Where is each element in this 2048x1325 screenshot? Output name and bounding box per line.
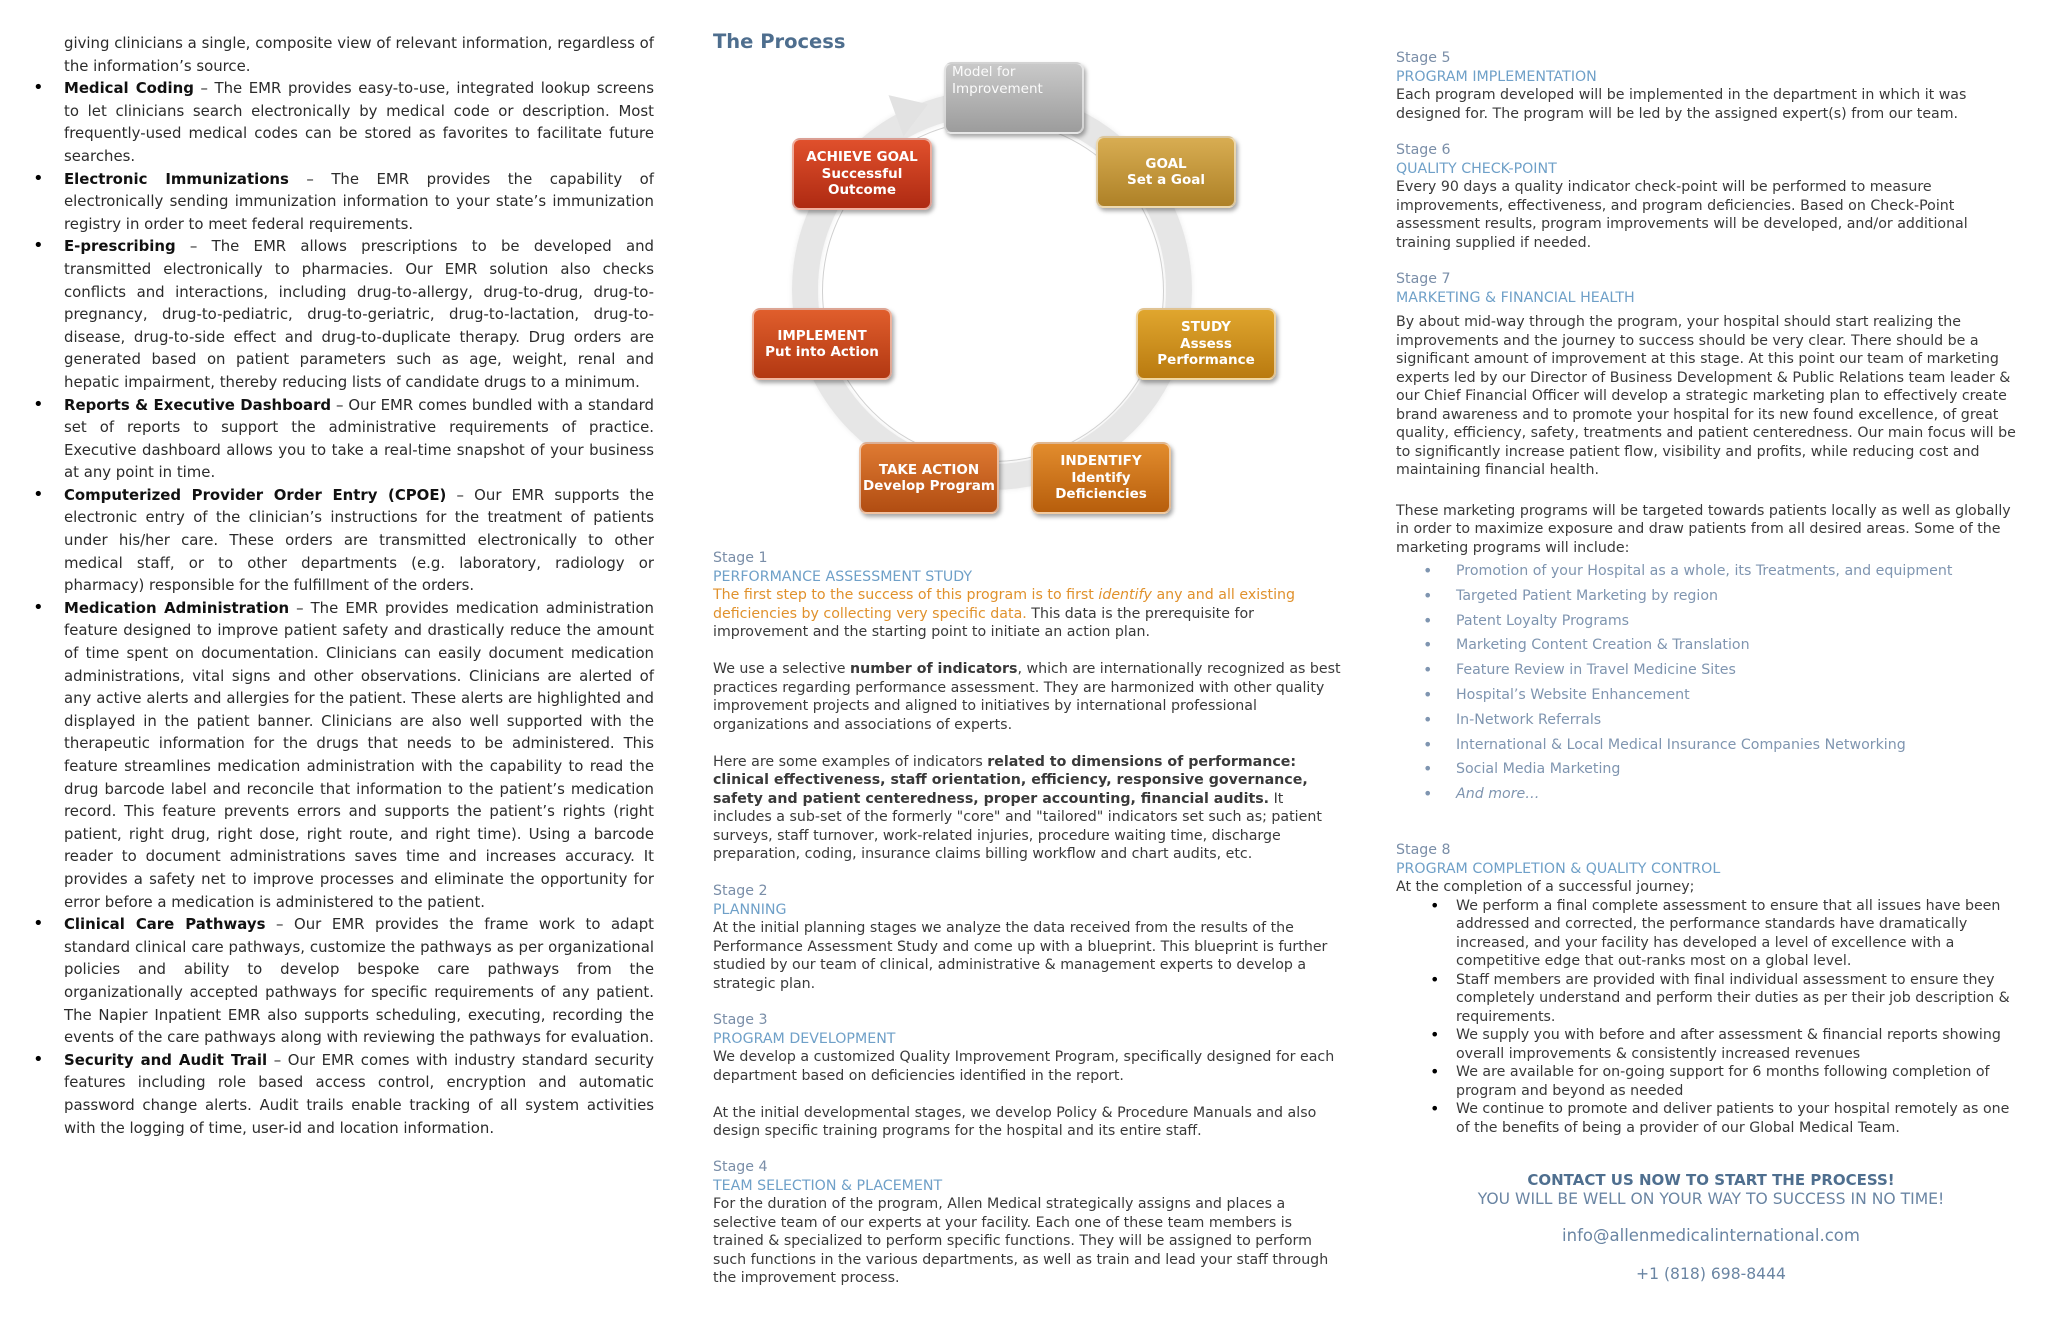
marketing-program-list: [1396, 559, 2026, 807]
stage-title: PROGRAM DEVELOPMENT: [713, 1030, 896, 1047]
feature-item: [64, 484, 654, 597]
node-line: Assess: [1180, 335, 1232, 352]
stage-2: [713, 882, 1343, 993]
node-line: Model for: [952, 64, 1016, 80]
feature-title: Medical Coding: [64, 79, 194, 98]
stage-text: These marketing programs will be targeted towards patients locally as well as globally in order to maximize exposure and draw patients from all desired areas. Some of the marketing programs will include:: [1396, 502, 2011, 556]
node-line: Develop Program: [863, 478, 995, 494]
stage-label: Stage 7: [1396, 271, 1451, 287]
emr-feature-list: [64, 77, 654, 1139]
list-item: • We are available for on-going support for 6 months following completion of program and beyond as needed: [1396, 1063, 2026, 1100]
completion-list: [1396, 897, 2026, 1138]
process-heading: The Process: [713, 30, 846, 53]
list-item: • We perform a final complete assessment to ensure that all issues have been addressed and corrected, the performance standards have dramatically increased, and your facility has developed a level of excellence with a competitive edge that out-ranks most on a global level.: [1396, 897, 2026, 971]
stage-text: We develop a customized Quality Improvement Program, specifically designed for each department based on deficiencies identified in the report.: [713, 1049, 1335, 1084]
feature-item: [64, 168, 654, 236]
stage-text: [713, 660, 1343, 734]
stage-text: [713, 753, 1343, 864]
node-line: Outcome: [827, 182, 897, 199]
stage-title: PLANNING: [713, 901, 787, 918]
stage-label: Stage 1: [713, 550, 768, 566]
stage-8: [1396, 841, 2026, 1137]
node-achieve-goal: [792, 138, 932, 210]
stage-label: Stage 5: [1396, 50, 1451, 66]
stage-title: TEAM SELECTION & PLACEMENT: [713, 1177, 943, 1194]
node-line: ACHIEVE GOAL: [806, 149, 918, 166]
stage-text: At the initial developmental stages, we develop Policy & Procedure Manuals and also design specific training programs for the hospital and its entire staff.: [713, 1104, 1317, 1139]
stage-text-rest: This data is the prerequisite for improvement and the starting point to initiate an action plan.: [713, 605, 1254, 640]
list-item: • Promotion of your Hospital as a whole, its Treatments, and equipment: [1396, 559, 2026, 584]
list-item: • Marketing Content Creation & Translation: [1396, 633, 2026, 658]
node-line: Improvement: [952, 80, 1043, 97]
list-item: • Hospital’s Website Enhancement: [1396, 683, 2026, 708]
highlight-emphasis: identify: [1098, 587, 1152, 603]
stage-text: At the completion of a successful journey;: [1396, 879, 1695, 895]
stage-text: For the duration of the program, Allen Medical strategically assigns and places a selective team of our experts at your facility. Each one of these team members is trained & specialized to perform specific functions. They will be assigned to perform such functions in the various departments, as well as train and lead your staff through the improvement process.: [713, 1196, 1329, 1286]
stage-label: Stage 2: [713, 883, 768, 899]
stage-label: Stage 6: [1396, 142, 1451, 158]
stage-5: [1396, 49, 2026, 123]
feature-item: [64, 235, 654, 393]
stage-title: PERFORMANCE ASSESSMENT STUDY: [713, 568, 973, 585]
stage-label: Stage 4: [713, 1159, 768, 1175]
feature-text: – Our EMR comes with industry standard security features including role based access control, encryption and automatic password change alerts. Audit trails enable tracking of all system activities with the logging of time, user-id and location information.: [64, 1050, 654, 1137]
node-line: STUDY: [1181, 319, 1231, 336]
stage-7: [1396, 270, 2026, 807]
contact-phone[interactable]: +1 (818) 698-8444: [1636, 1265, 1786, 1283]
feature-title: Medication Administration: [64, 598, 290, 617]
feature-title: Security and Audit Trail: [64, 1050, 268, 1069]
contact-tagline: YOU WILL BE WELL ON YOUR WAY TO SUCCESS IN NO TIME!: [1477, 1190, 1945, 1208]
list-item: • Social Media Marketing: [1396, 757, 2026, 782]
list-item: • Staff members are provided with final individual assessment to ensure they completely understand and perform their duties as per their job description & requirements.: [1396, 971, 2026, 1027]
process-cycle-diagram: [745, 58, 1285, 518]
text-part: We use a selective: [713, 661, 850, 677]
feature-title: Clinical Care Pathways: [64, 915, 266, 934]
feature-text: – Our EMR provides the frame work to adapt standard clinical care pathways, customize the pathways as per organizational policies and ability to develop bespoke care pathways from the organizationally accepted pathways for specific requirements of any patient. The Napier Inpatient EMR also supports scheduling, executing, recording the events of the care pathways along with reviewing the pathways for evaluation.: [64, 915, 654, 1047]
feature-title: Computerized Provider Order Entry (CPOE): [64, 485, 447, 504]
feature-text: – The EMR provides easy-to-use, integrated lookup screens to let clinicians search electronically by medical code or description. Most frequently-used medical codes can be stored as favorites to facilitate future searches.: [64, 79, 654, 165]
feature-item: [64, 597, 654, 913]
node-take-action: [859, 442, 999, 514]
node-goal: [1096, 136, 1236, 208]
feature-text: – The EMR provides the capability of electronically sending immunization information to your state’s immunization registry in order to meet federal requirements.: [64, 169, 654, 233]
stage-text: At the initial planning stages we analyze the data received from the results of the Performance Assessment Study and come up with a blueprint. This blueprint is further studied by our team of clinical, administrative & management experts to develop a strategic plan.: [713, 920, 1328, 992]
contact-cta: CONTACT US NOW TO START THE PROCESS!: [1527, 1171, 1895, 1189]
node-identify: [1031, 442, 1171, 514]
list-item: • Feature Review in Travel Medicine Sites: [1396, 658, 2026, 683]
stage-3: [713, 1011, 1343, 1141]
intro-text: giving clinicians a single, composite view of relevant information, regardless of the information’s source.: [64, 34, 654, 75]
feature-item: [64, 913, 654, 1049]
text-part: , which are internationally recognized as best practices regarding performance assessment. They are harmonized with other quality improvement projects and aligned to initiatives by international professional organizations and associations of experts.: [713, 661, 1341, 733]
list-item: • We continue to promote and deliver patients to your hospital remotely as one of the benefits of being a provider of our Global Medical Team.: [1396, 1100, 2026, 1137]
feature-text: – Our EMR supports the electronic entry of the clinician’s instructions for the treatment of patients under his/her care. These orders are transmitted electronically to other medical staff, or to other departments (e.g. laboratory, radiology or pharmacy) responsible for the fulfillment of the orders.: [64, 485, 654, 595]
list-item: • Targeted Patient Marketing by region: [1396, 584, 2026, 609]
stage-title: QUALITY CHECK-POINT: [1396, 160, 1557, 177]
feature-text: – Our EMR comes bundled with a standard set of reports to support the administrative requirements of practice. Executive dashboard allows you to take a real-time snapshot of your business at any point in time.: [64, 395, 654, 482]
list-item: • Patent Loyalty Programs: [1396, 609, 2026, 634]
stage-text: Each program developed will be implemented in the department in which it was designed for. The program will be led by the assigned expert(s) from our team.: [1396, 87, 1967, 122]
text-part: It includes a sub-set of the formerly "core" and "tailored" indicators set such as; patient surveys, staff turnover, work-related injuries, procedure waiting time, discharge preparation, coding, insurance claims billing workflow and chart audits, etc.: [713, 790, 1322, 862]
text-bold: related to dimensions of performance: clinical effectiveness, staff orientation, efficiency, responsive governance, safety and patient centeredness, proper accounting, financial audits.: [713, 753, 1308, 807]
list-item: • And more…: [1396, 782, 2026, 807]
stage-title: PROGRAM IMPLEMENTATION: [1396, 68, 1597, 85]
list-item: • International & Local Medical Insurance Companies Networking: [1396, 733, 2026, 758]
node-line: Identify: [1071, 469, 1131, 486]
node-line: TAKE ACTION: [878, 461, 980, 478]
feature-item: [64, 394, 654, 484]
node-line: Deficiencies: [1055, 486, 1147, 503]
list-item: • In-Network Referrals: [1396, 708, 2026, 733]
feature-item: [64, 77, 654, 167]
stage-4: [713, 1158, 1343, 1288]
stage-6: [1396, 141, 2026, 252]
text-bold: number of indicators: [850, 661, 1018, 677]
node-line: Set a Goal: [1127, 172, 1205, 188]
feature-title: Reports & Executive Dashboard: [64, 395, 332, 414]
list-item: • We supply you with before and after assessment & financial reports showing overall improvements & consistently increased revenues: [1396, 1026, 2026, 1063]
node-line: Performance: [1157, 352, 1255, 369]
stage-label: Stage 8: [1396, 842, 1451, 858]
node-line: IMPLEMENT: [777, 327, 867, 344]
node-model-for-improvement: [944, 62, 1084, 134]
highlight-text: any and all existing deficiencies by collecting very specific data.: [713, 587, 1296, 622]
stage-title: PROGRAM COMPLETION & QUALITY CONTROL: [1396, 860, 1721, 877]
stage-text: Every 90 days a quality indicator check-point will be performed to measure improvements, effectiveness, and program deficiencies. Based on Check-Point assessment results, program improvements will be developed, and/or additional training supplied if needed.: [1396, 179, 1968, 251]
contact-email-link[interactable]: info@allenmedicalinternational.com: [1562, 1226, 1860, 1245]
node-implement: [752, 308, 892, 380]
stage-label: Stage 3: [713, 1012, 768, 1028]
feature-item: [64, 1049, 654, 1139]
feature-title: E-prescribing: [64, 237, 176, 256]
text-part: Here are some examples of indicators: [713, 753, 988, 770]
stage-text: By about mid-way through the program, your hospital should start realizing the improvements and the journey to success should be very clear. There should be a significant amount of improvement at this stage. At this point our team of marketing experts led by our Director of Business Development & Public Relations team leader & our Chief Financial Officer will develop a strategic marketing plan to effectively create brand awareness and to promote your hospital for its new found excellence, of great quality, efficiency, safety, treatments and patient centeredness. Our main focus will be to significantly increase patient flow, visibility and profits, while reducing cost and maintaining financial health.: [1396, 314, 2016, 478]
stage-text: [713, 586, 1343, 642]
emr-features-column: [64, 32, 654, 1139]
stage-title: MARKETING & FINANCIAL HEALTH: [1396, 289, 1635, 306]
node-study: [1136, 308, 1276, 380]
contact-block: [1396, 1171, 2026, 1283]
feature-text: – The EMR allows prescriptions to be developed and transmitted electronically to pharmacies. Our EMR solution also checks conflicts and interactions, including drug-to-allergy, drug-to-drug, drug-to-pregnancy, drug-to-pediatric, drug-to-geriatric, drug-to-lactation, drug-to-disease, drug-to-side effect and drug-to-duplicate therapy. Drug orders are generated based on patient parameters such as age, weight, renal and hepatic impairment, thereby reducing lists of candidate drugs to a minimum.: [64, 237, 654, 391]
node-line: Put into Action: [765, 344, 879, 360]
node-line: INDENTIFY: [1060, 453, 1142, 470]
highlight-text: The first step to the success of this program is to first: [713, 587, 1099, 603]
stage-1: [713, 549, 1343, 864]
feature-title: Electronic Immunizations: [64, 169, 289, 188]
node-line: Successful: [821, 165, 903, 182]
node-line: GOAL: [1145, 155, 1187, 172]
feature-text: – The EMR provides medication administration feature designed to improve patient safety and drastically reduce the amount of time spent on documentation. Clinicians can easily document medication administrations, vital signs and other observations. Clinicians are alerted of any active alerts and allergies for the patient. These alerts are highlighted and displayed in the patient banner. Clinicians are also well supported with the therapeutic information for the drugs that needs to be administered. This feature streamlines medication administration with the capability to read the drug barcode label and reconcile that information to the patient’s medication record. This feature prevents errors and supports the patient’s rights (right patient, right drug, right dose, right route, and right time). Using a barcode reader to document administrations saves time and increases accuracy. It provides a safety net to improve processes and eliminate the opportunity for error before a medication is administered to the patient.: [64, 598, 654, 911]
